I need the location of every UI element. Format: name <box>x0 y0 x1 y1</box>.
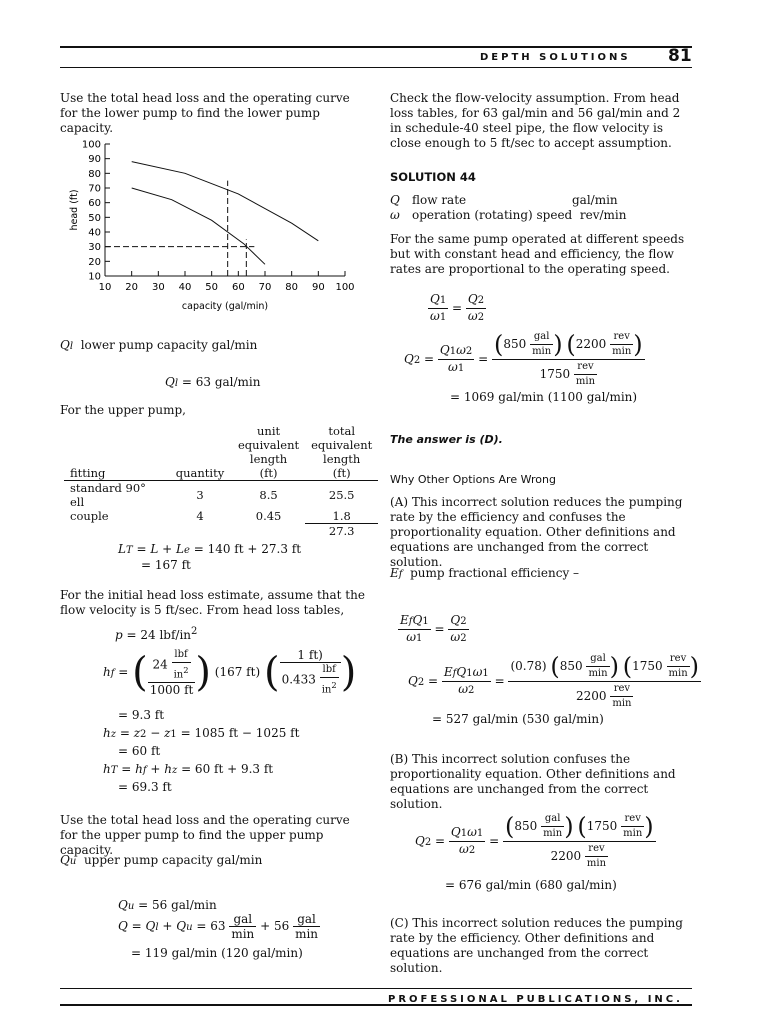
y-tick-label: 50 <box>88 212 101 224</box>
qu-definition: Qu upper pump capacity gal/min <box>60 853 263 867</box>
x-tick-label: 90 <box>311 282 325 293</box>
pump-curve-lower <box>132 188 265 264</box>
lt-equation: LT = L + Le = 140 ft + 27.3 ft <box>118 542 302 556</box>
proportionality-equation: $\frac{Q1}{\omega 1}$ = $\frac{Q2}{\omega 2}$ <box>430 292 485 323</box>
y-tick-label: 30 <box>88 242 101 254</box>
footer-rule-top <box>60 988 692 989</box>
header-rule-top <box>60 46 692 48</box>
hf-result: = 9.3 ft <box>118 708 165 722</box>
q2-result: = 1069 gal/min (1100 gal/min) <box>450 390 638 404</box>
pressure-equation: p = 24 lbf/$in^2$ <box>115 626 198 642</box>
y-tick-label: 40 <box>88 227 101 239</box>
flow-velocity-check: Check the flow-velocity assumption. From head loss tables, for 63 gal/min and 56 gal/min and 2 in schedule-40 steel pipe, the flow velocity is close enough to 5 ft/sec to accept assumption. <box>390 91 681 150</box>
hz-result: = 60 ft <box>118 744 161 758</box>
x-tick-label: 20 <box>125 282 139 293</box>
upper-pump-intro: Use the total head loss and the operating curve for the upper pump to find the upper pump capacity. <box>60 813 350 857</box>
ef-definition: Ef pump fractional efficiency – <box>390 566 580 580</box>
same-pump-text: For the same pump operated at different speeds but with constant head and efficiency, the flow rates are proportional to the operating speed. <box>390 232 685 276</box>
ql-definition: Ql lower pump capacity gal/min <box>60 338 258 352</box>
ql-equation: Ql = 63 gal/min <box>165 375 261 389</box>
table-row: couple 4 0.45 1.8 <box>64 509 378 524</box>
header-rule-bottom <box>60 67 692 68</box>
table-header-row: fitting quantity (ft) (ft) <box>64 466 378 481</box>
def-flow-rate: Q flow rate gal/min <box>390 193 618 207</box>
x-axis-label: capacity (gal/min) <box>181 301 269 312</box>
option-b-text: (B) This incorrect solution confuses the proportionality equation. Other definitions and equations are unchanged from the correct solution. <box>390 752 676 811</box>
footer-publisher: PROFESSIONAL PUBLICATIONS, INC. <box>388 994 683 1005</box>
qu-equation: Qu = 56 gal/min <box>118 898 217 912</box>
y-tick-label: 70 <box>88 183 101 195</box>
header-section-title: DEPTH SOLUTIONS <box>480 52 631 63</box>
q2-equation: Q2 = $\frac{Q1\omega 2}{\omega 1}$ = (850 $\frac{\text{gal}}{\min}$ ) (2200 $\frac{\text{rev}}{\min}$ ) 1750 $\frac{\text{rev}}{\min}$ <box>404 330 643 387</box>
upper-pump-label: For the upper pump, <box>60 403 186 417</box>
q-sum-result: = 119 gal/min (120 gal/min) <box>131 946 303 960</box>
footer-rule-bottom <box>60 1004 692 1006</box>
q-sum-equation: Q = Ql + Qu = 63 $\frac{\text{gal}}{\min}$ + 56 $\frac{\text{gal}}{\min}$ <box>118 912 319 941</box>
option-a-proportionality: $\frac{\text{EfQ1}}{\omega 1}$ = $\frac{Q2}{\omega 2}$ <box>400 613 467 644</box>
x-tick-label: 10 <box>98 282 112 293</box>
x-tick-label: 70 <box>258 282 272 293</box>
y-tick-label: 100 <box>81 139 101 151</box>
option-b-result: = 676 gal/min (680 gal/min) <box>445 878 617 892</box>
x-tick-label: 80 <box>285 282 299 293</box>
option-b-equation: Q2 = $\frac{Q1\omega 1}{\omega 2}$ = (850 $\frac{\text{gal}}{\min}$ ) (1750 $\frac{\text{rev}}{\min}$ ) 2200 $\frac{\text{rev}}{\min}$ <box>415 812 654 869</box>
initial-estimate-text: For the initial head loss estimate, assume that the flow velocity is 5 ft/sec. From head loss tables, <box>60 588 365 617</box>
ht-equation: hT = hf + hz = 60 ft + 9.3 ft <box>103 762 274 776</box>
fitting-table: unit total equivalent equivalent length length fitting quantity (ft) (ft) standard 90° ell 3 8.5 25.5 couple 4 0.45 1.8 27.3 <box>64 424 378 538</box>
y-tick-label: 20 <box>88 256 101 268</box>
x-tick-label: 30 <box>151 282 165 293</box>
x-tick-label: 50 <box>205 282 219 293</box>
pump-curve-upper <box>132 162 319 241</box>
x-tick-label: 60 <box>231 282 245 293</box>
table-total: 27.3 <box>328 524 355 538</box>
answer-statement: The answer is (D). <box>390 433 503 446</box>
lt-result: = 167 ft <box>141 558 191 572</box>
y-tick-label: 60 <box>88 198 101 210</box>
y-tick-label: 80 <box>88 168 101 180</box>
page-number: 81 <box>668 46 692 66</box>
y-tick-label: 10 <box>88 271 101 283</box>
hf-equation: hf = ( 24 $\frac{\text{lbf}}{in^2}$ 1000 ft ) (167 ft) ( 1 ft) 0.433 $\frac{\text{lbf}}{in^2}$ ) <box>103 648 357 698</box>
table-row: standard 90° ell 3 8.5 25.5 <box>70 481 355 509</box>
pump-operating-curve-chart <box>55 136 365 322</box>
x-tick-label: 40 <box>178 282 192 293</box>
option-a-text: (A) This incorrect solution reduces the pumping rate by the efficiency and confuses the proportionality equation. Other definitions and equations are unchanged from the correct solution. <box>390 495 683 569</box>
ht-result: = 69.3 ft <box>118 780 172 794</box>
y-axis-label: head (ft) <box>69 189 80 231</box>
def-speed: ω operation (rotating) speed rev/min <box>390 208 627 222</box>
option-a-equation: Q2 = $\frac{\text{EfQ1ω1}}{\omega 2}$ = (0.78) (850 $\frac{\text{gal}}{\min}$ ) (1750 $\frac{\text{rev}}{\min}$ ) 2200 $\frac{\text{rev}}{\min}$ <box>408 652 700 709</box>
hz-equation: hz = z2 − z1 = 1085 ft − 1025 ft <box>103 726 300 740</box>
option-c-text: (C) This incorrect solution reduces the pumping rate by the efficiency. Other definitions and equations are unchanged from the correct solution. <box>390 916 683 975</box>
lower-pump-intro: Use the total head loss and the operating curve for the lower pump to find the lower pump capacity. <box>60 91 350 135</box>
why-other-options-title: Why Other Options Are Wrong <box>390 473 556 486</box>
solution-title: SOLUTION 44 <box>390 170 476 184</box>
y-tick-label: 90 <box>88 154 101 166</box>
x-tick-label: 100 <box>335 282 355 293</box>
option-a-result: = 527 gal/min (530 gal/min) <box>432 712 604 726</box>
